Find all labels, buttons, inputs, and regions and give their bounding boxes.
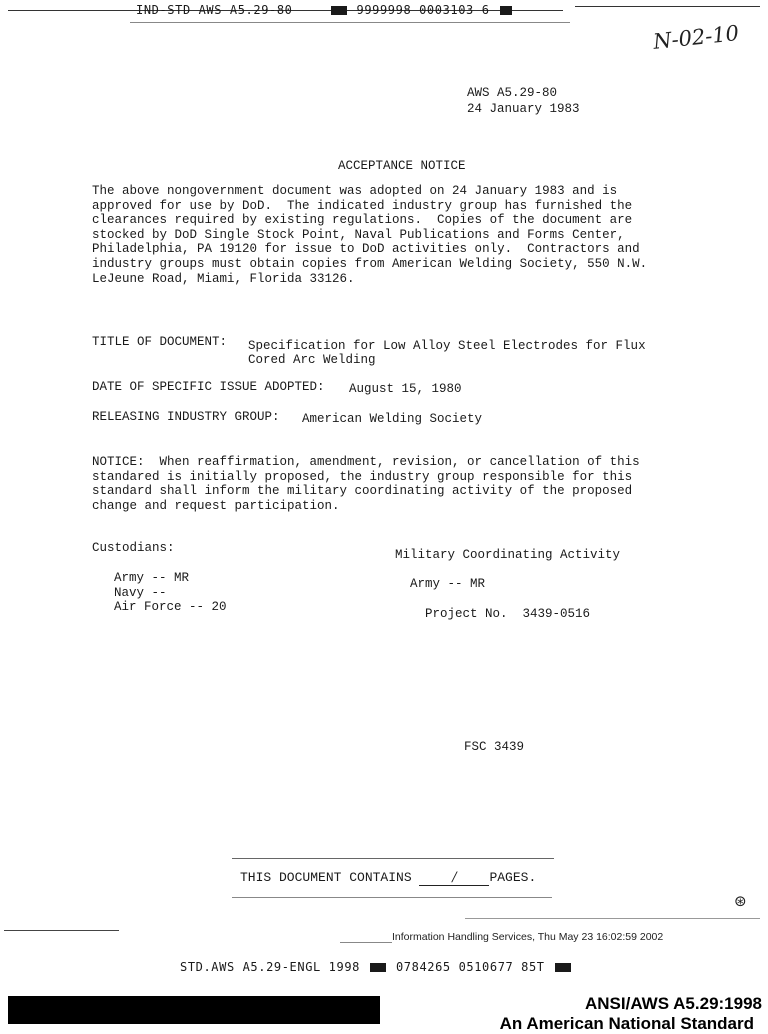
stamp-block-mark	[331, 6, 347, 15]
title-of-document-line2: Cored Arc Welding	[248, 353, 376, 367]
stamp-block-mark-4	[555, 963, 571, 972]
project-label: Project No.	[425, 607, 508, 621]
intro-line: The above nongovernment document was adopted on 24 January 1983 and is	[92, 184, 618, 198]
notice-line: NOTICE: When reaffirmation, amendment, revision, or cancellation of this	[92, 455, 640, 469]
project-value: 3439-0516	[522, 607, 591, 621]
bottom-stamp-right: 0784265 0510677 85T	[395, 960, 545, 974]
page-title: ACCEPTANCE NOTICE	[338, 159, 466, 173]
top-stamp-left: IND-STD AWS A5.29-80	[136, 3, 293, 17]
notice-paragraph	[92, 455, 640, 513]
pages-box-bottom-rule	[232, 897, 552, 898]
doc-date: 24 January 1983	[467, 102, 580, 116]
top-rule-right	[575, 6, 760, 7]
top-stamp	[136, 3, 522, 17]
project-number	[425, 607, 590, 622]
stamp-block-mark-2	[500, 6, 512, 15]
notice-line: standard shall inform the military coordinating activity of the proposed	[92, 484, 633, 499]
intro-line: stocked by DoD Single Stock Point, Naval Publications and Forms Center,	[92, 227, 625, 242]
custodians-label: Custodians:	[92, 541, 175, 555]
pages-prefix: THIS DOCUMENT CONTAINS	[240, 870, 412, 885]
intro-line: LeJeune Road, Miami, Florida 33126.	[92, 271, 355, 286]
top-rule-under	[130, 22, 570, 23]
pages-count: /	[419, 870, 489, 886]
pages-box	[240, 870, 536, 886]
intro-line: approved for use by DoD. The indicated industry group has furnished the	[92, 198, 633, 213]
date-of-issue-label: DATE OF SPECIFIC ISSUE ADOPTED:	[92, 380, 325, 394]
pages-suffix: PAGES.	[489, 870, 537, 885]
fsc-code: FSC 3439	[464, 740, 525, 754]
date-of-issue-value: August 15, 1980	[349, 382, 462, 396]
custodian-item: Army -- MR	[114, 571, 190, 585]
scan-line-left	[4, 930, 119, 931]
intro-line: industry groups must obtain copies from American Welding Society, 550 N.W.	[92, 256, 648, 271]
notice-line: standared is initially proposed, the industry group responsible for this	[92, 469, 633, 484]
ihs-footer: Information Handling Services, Thu May 23 16:02:59 2002	[392, 931, 664, 943]
releasing-group-label: RELEASING INDUSTRY GROUP:	[92, 410, 280, 424]
top-stamp-right: 9999998 0003103 6	[356, 3, 490, 17]
stamp-block-mark-3	[370, 963, 386, 972]
intro-line: clearances required by existing regulations. Copies of the document are	[92, 213, 633, 228]
scan-line-right	[465, 918, 760, 919]
bottom-stamp	[180, 960, 581, 974]
intro-line: Philadelphia, PA 19120 for issue to DoD activities only. Contractors and	[92, 242, 640, 257]
pages-box-top-rule	[232, 858, 554, 859]
ansi-subtitle: An American National Standard	[499, 1014, 754, 1033]
notice-line: change and request participation.	[92, 498, 340, 513]
registered-stamp-icon: ⊛	[734, 892, 747, 910]
title-of-document-line1: Specification for Low Alloy Steel Electrodes for Flux	[248, 339, 646, 353]
handwritten-note: N-02-10	[652, 21, 741, 54]
releasing-group-value: American Welding Society	[302, 412, 483, 426]
custodian-item: Air Force -- 20	[114, 600, 227, 615]
cover-black-bar	[8, 996, 380, 1024]
ihs-footer-lead	[340, 942, 392, 943]
ansi-title: ANSI/AWS A5.29:1998	[585, 994, 762, 1013]
custodian-item: Navy --	[114, 585, 167, 600]
doc-number: AWS A5.29-80	[467, 86, 558, 100]
intro-paragraph	[92, 184, 647, 286]
military-activity-label: Military Coordinating Activity	[395, 548, 621, 562]
title-of-document-label: TITLE OF DOCUMENT:	[92, 335, 228, 349]
bottom-stamp-left: STD.AWS A5.29-ENGL 1998	[180, 960, 360, 974]
military-army: Army -- MR	[410, 577, 486, 591]
custodians-list	[114, 571, 227, 615]
